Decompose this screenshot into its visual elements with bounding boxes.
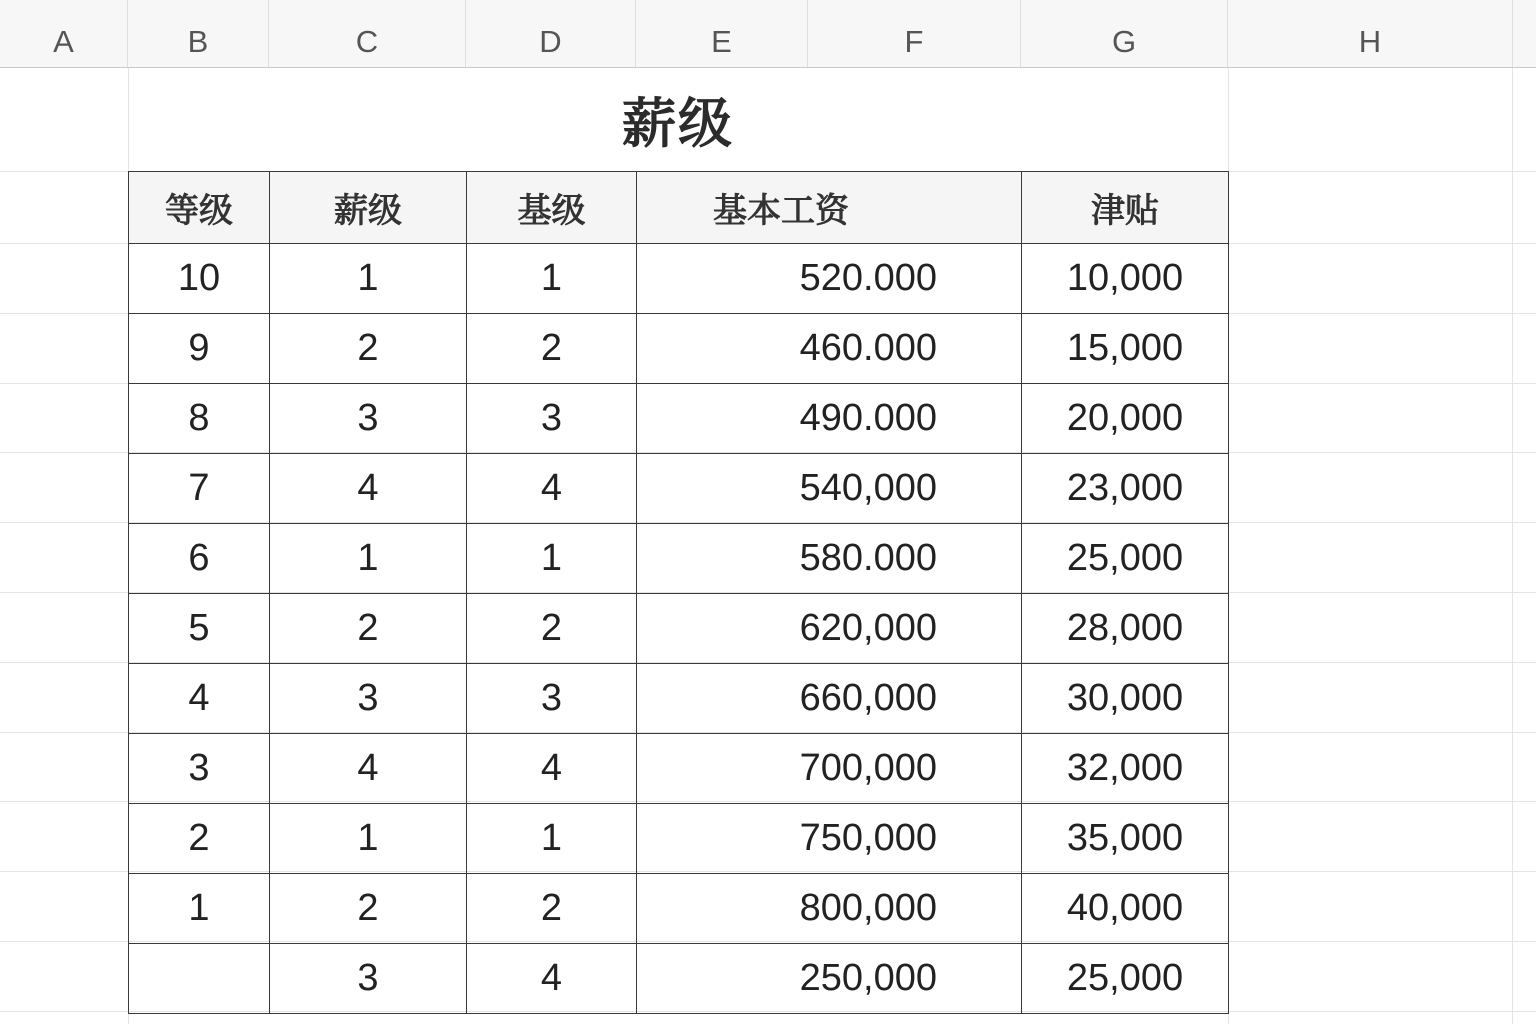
cell-allowance[interactable]: 40,000: [1022, 874, 1229, 944]
gridline: [1512, 68, 1513, 1024]
table-header-row: [129, 172, 1229, 244]
cell-pay-level[interactable]: 1: [270, 244, 467, 314]
cell-pay-level[interactable]: 2: [270, 314, 467, 384]
cell-allowance[interactable]: 28,000: [1022, 594, 1229, 664]
cell-base-salary[interactable]: 520.000: [637, 244, 1022, 314]
cell-base-salary[interactable]: 580.000: [637, 524, 1022, 594]
cell-grade[interactable]: 1: [129, 874, 270, 944]
table-row: [129, 314, 1229, 384]
cell-grade[interactable]: 4: [129, 664, 270, 734]
table-row: [129, 454, 1229, 524]
cell-pay-level[interactable]: 3: [270, 664, 467, 734]
table-row: [129, 384, 1229, 454]
table-row: [129, 524, 1229, 594]
cell-base-salary[interactable]: 800,000: [637, 874, 1022, 944]
column-header-d[interactable]: D: [466, 0, 636, 67]
column-header-h[interactable]: H: [1228, 0, 1513, 67]
cell-base-level[interactable]: 4: [467, 734, 637, 804]
cell-allowance[interactable]: 25,000: [1022, 944, 1229, 1014]
cell-base-salary[interactable]: 250,000: [637, 944, 1022, 1014]
cell-base-level[interactable]: 1: [467, 244, 637, 314]
cell-grade[interactable]: 3: [129, 734, 270, 804]
cell-allowance[interactable]: 20,000: [1022, 384, 1229, 454]
header-base-level[interactable]: 基级: [467, 172, 637, 244]
cell-pay-level[interactable]: 3: [270, 944, 467, 1014]
cell-allowance[interactable]: 23,000: [1022, 454, 1229, 524]
cell-allowance[interactable]: 32,000: [1022, 734, 1229, 804]
table-row: [129, 874, 1229, 944]
cell-pay-level[interactable]: 4: [270, 454, 467, 524]
cell-base-salary[interactable]: 700,000: [637, 734, 1022, 804]
cell-base-level[interactable]: 1: [467, 524, 637, 594]
cell-base-salary[interactable]: 620,000: [637, 594, 1022, 664]
column-header-c[interactable]: C: [269, 0, 466, 67]
sheet-title[interactable]: 薪级: [622, 94, 734, 154]
column-header-f[interactable]: F: [808, 0, 1021, 67]
cell-base-level[interactable]: 2: [467, 874, 637, 944]
table-row: [129, 244, 1229, 314]
table-row: [129, 734, 1229, 804]
cell-allowance[interactable]: 10,000: [1022, 244, 1229, 314]
cell-base-level[interactable]: 3: [467, 384, 637, 454]
salary-table: [128, 171, 1229, 1014]
cell-base-level[interactable]: 1: [467, 804, 637, 874]
column-header-b[interactable]: B: [128, 0, 269, 67]
cell-base-level[interactable]: 4: [467, 454, 637, 524]
column-header-a[interactable]: A: [0, 0, 128, 67]
cell-allowance[interactable]: 15,000: [1022, 314, 1229, 384]
cell-grade[interactable]: 9: [129, 314, 270, 384]
column-header-e[interactable]: E: [636, 0, 808, 67]
cell-base-salary[interactable]: 490.000: [637, 384, 1022, 454]
cell-base-level[interactable]: 4: [467, 944, 637, 1014]
table-row: [129, 944, 1229, 1014]
cell-grade[interactable]: 5: [129, 594, 270, 664]
header-pay-level[interactable]: 薪级: [270, 172, 467, 244]
cell-pay-level[interactable]: 3: [270, 384, 467, 454]
cell-pay-level[interactable]: 2: [270, 874, 467, 944]
header-base-salary[interactable]: 基本工资: [637, 172, 1022, 244]
cell-grade[interactable]: 8: [129, 384, 270, 454]
cell-pay-level[interactable]: 2: [270, 594, 467, 664]
header-allowance[interactable]: 津贴: [1022, 172, 1229, 244]
cell-allowance[interactable]: 35,000: [1022, 804, 1229, 874]
cell-base-salary[interactable]: 460.000: [637, 314, 1022, 384]
cell-base-level[interactable]: 2: [467, 314, 637, 384]
cell-grade[interactable]: [129, 944, 270, 1014]
table-row: [129, 804, 1229, 874]
table-row: [129, 594, 1229, 664]
cell-grade[interactable]: 6: [129, 524, 270, 594]
cell-grade[interactable]: 10: [129, 244, 270, 314]
column-header-bar: [0, 0, 1536, 68]
cell-base-salary[interactable]: 660,000: [637, 664, 1022, 734]
cell-base-level[interactable]: 2: [467, 594, 637, 664]
cell-pay-level[interactable]: 1: [270, 804, 467, 874]
table-row: [129, 664, 1229, 734]
cell-allowance[interactable]: 30,000: [1022, 664, 1229, 734]
cell-allowance[interactable]: 25,000: [1022, 524, 1229, 594]
cell-grade[interactable]: 7: [129, 454, 270, 524]
cell-base-salary[interactable]: 750,000: [637, 804, 1022, 874]
cell-pay-level[interactable]: 1: [270, 524, 467, 594]
cell-pay-level[interactable]: 4: [270, 734, 467, 804]
cell-base-salary[interactable]: 540,000: [637, 454, 1022, 524]
cell-grade[interactable]: 2: [129, 804, 270, 874]
cell-base-level[interactable]: 3: [467, 664, 637, 734]
column-header-g[interactable]: G: [1021, 0, 1228, 67]
header-grade[interactable]: 等级: [129, 172, 270, 244]
